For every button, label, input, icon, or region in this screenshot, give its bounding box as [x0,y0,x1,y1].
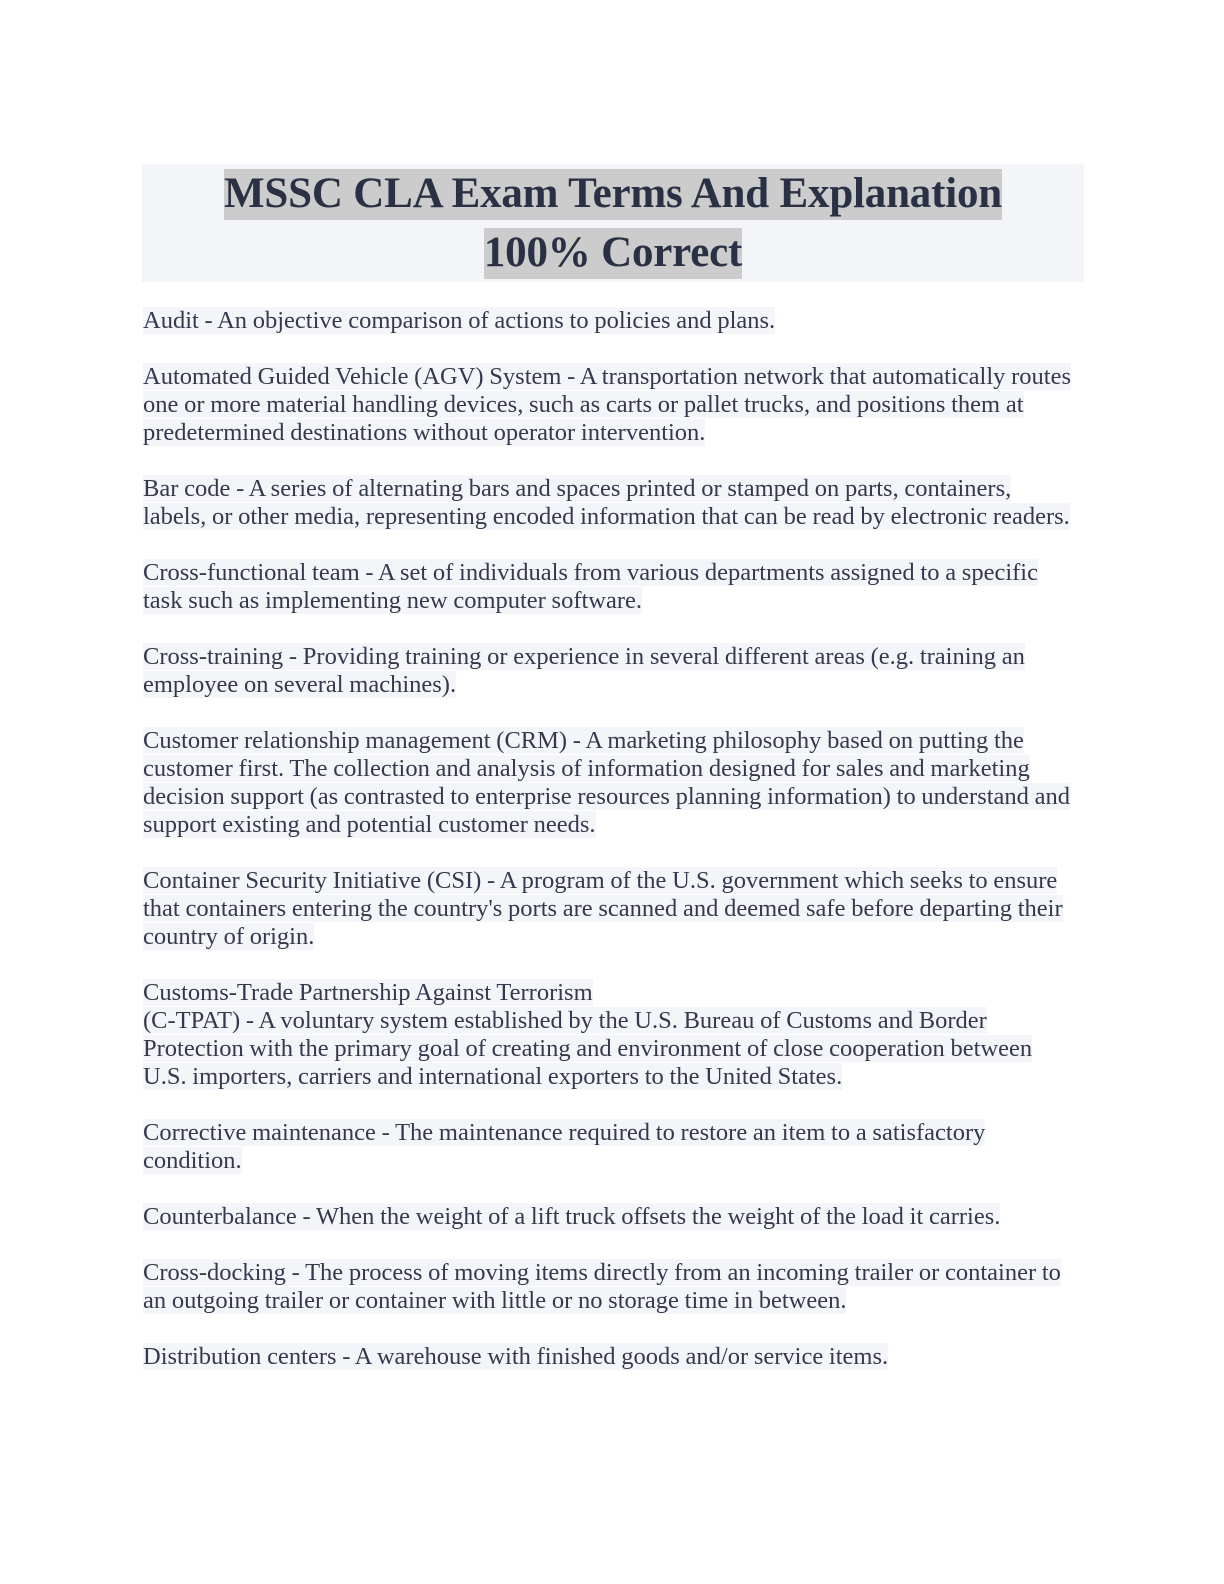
page-title [142,164,1084,282]
glossary-entry-text: (C-TPAT) - A voluntary system established by the U.S. Bureau of Customs and Border Protection with the primary goal of creating and environment of close cooperation between U.S. importers, carriers and international exporters to the United States. [143,1007,1033,1090]
glossary-entry-text: Bar code - A series of alternating bars and spaces printed or stamped on parts, containers, labels, or other media, representing encoded information that can be read by electronic readers. [143,475,1070,530]
glossary-entry [143,1343,1073,1371]
glossary-entry [143,475,1073,531]
glossary-entry-text: Cross-docking - The process of moving items directly from an incoming trailer or container to an outgoing trailer or container with little or no storage time in between. [143,1259,1061,1314]
glossary-entry [143,979,1073,1091]
glossary-entry [143,307,1073,335]
glossary-entry [143,363,1073,447]
glossary-entry [143,1259,1073,1315]
glossary-entry [143,643,1073,699]
glossary-entry-text: Audit - An objective comparison of actions to policies and plans. [143,307,776,334]
glossary-entry-text: Container Security Initiative (CSI) - A program of the U.S. government which seeks to ensure that containers entering the country's ports are scanned and deemed safe before departing their country of origin. [143,867,1063,950]
glossary-entries-list [143,307,1073,1371]
glossary-entry-text: Cross-training - Providing training or experience in several different areas (e.g. training an employee on several machines). [143,643,1025,698]
glossary-entry [143,1119,1073,1175]
glossary-entry-text: Corrective maintenance - The maintenance required to restore an item to a satisfactory condition. [143,1119,986,1174]
glossary-entry-text: Automated Guided Vehicle (AGV) System - A transportation network that automatically routes one or more material handling devices, such as carts or pallet trucks, and positions them at predetermined destinations without operator intervention. [143,363,1071,446]
glossary-entry-text: Counterbalance - When the weight of a lift truck offsets the weight of the load it carries. [143,1203,1001,1230]
glossary-entry-text: Cross-functional team - A set of individuals from various departments assigned to a specific task such as implementing new computer software. [143,559,1038,614]
glossary-entry-text: Distribution centers - A warehouse with finished goods and/or service items. [143,1343,889,1370]
glossary-entry-heading: Customs-Trade Partnership Against Terrorism [143,979,593,1006]
page-title-line-1: MSSC CLA Exam Terms And Explanation [224,169,1002,220]
glossary-entry [143,559,1073,615]
glossary-entry-text: Customer relationship management (CRM) - A marketing philosophy based on putting the customer first. The collection and analysis of information designed for sales and marketing decision support (as contrasted to enterprise resources planning information) to understand and support existing and potential customer needs. [143,727,1071,838]
page-title-line-2: 100% Correct [484,228,742,279]
glossary-entry [143,1203,1073,1231]
document-title-block [142,164,1084,282]
glossary-entry [143,727,1073,839]
glossary-entry [143,867,1073,951]
